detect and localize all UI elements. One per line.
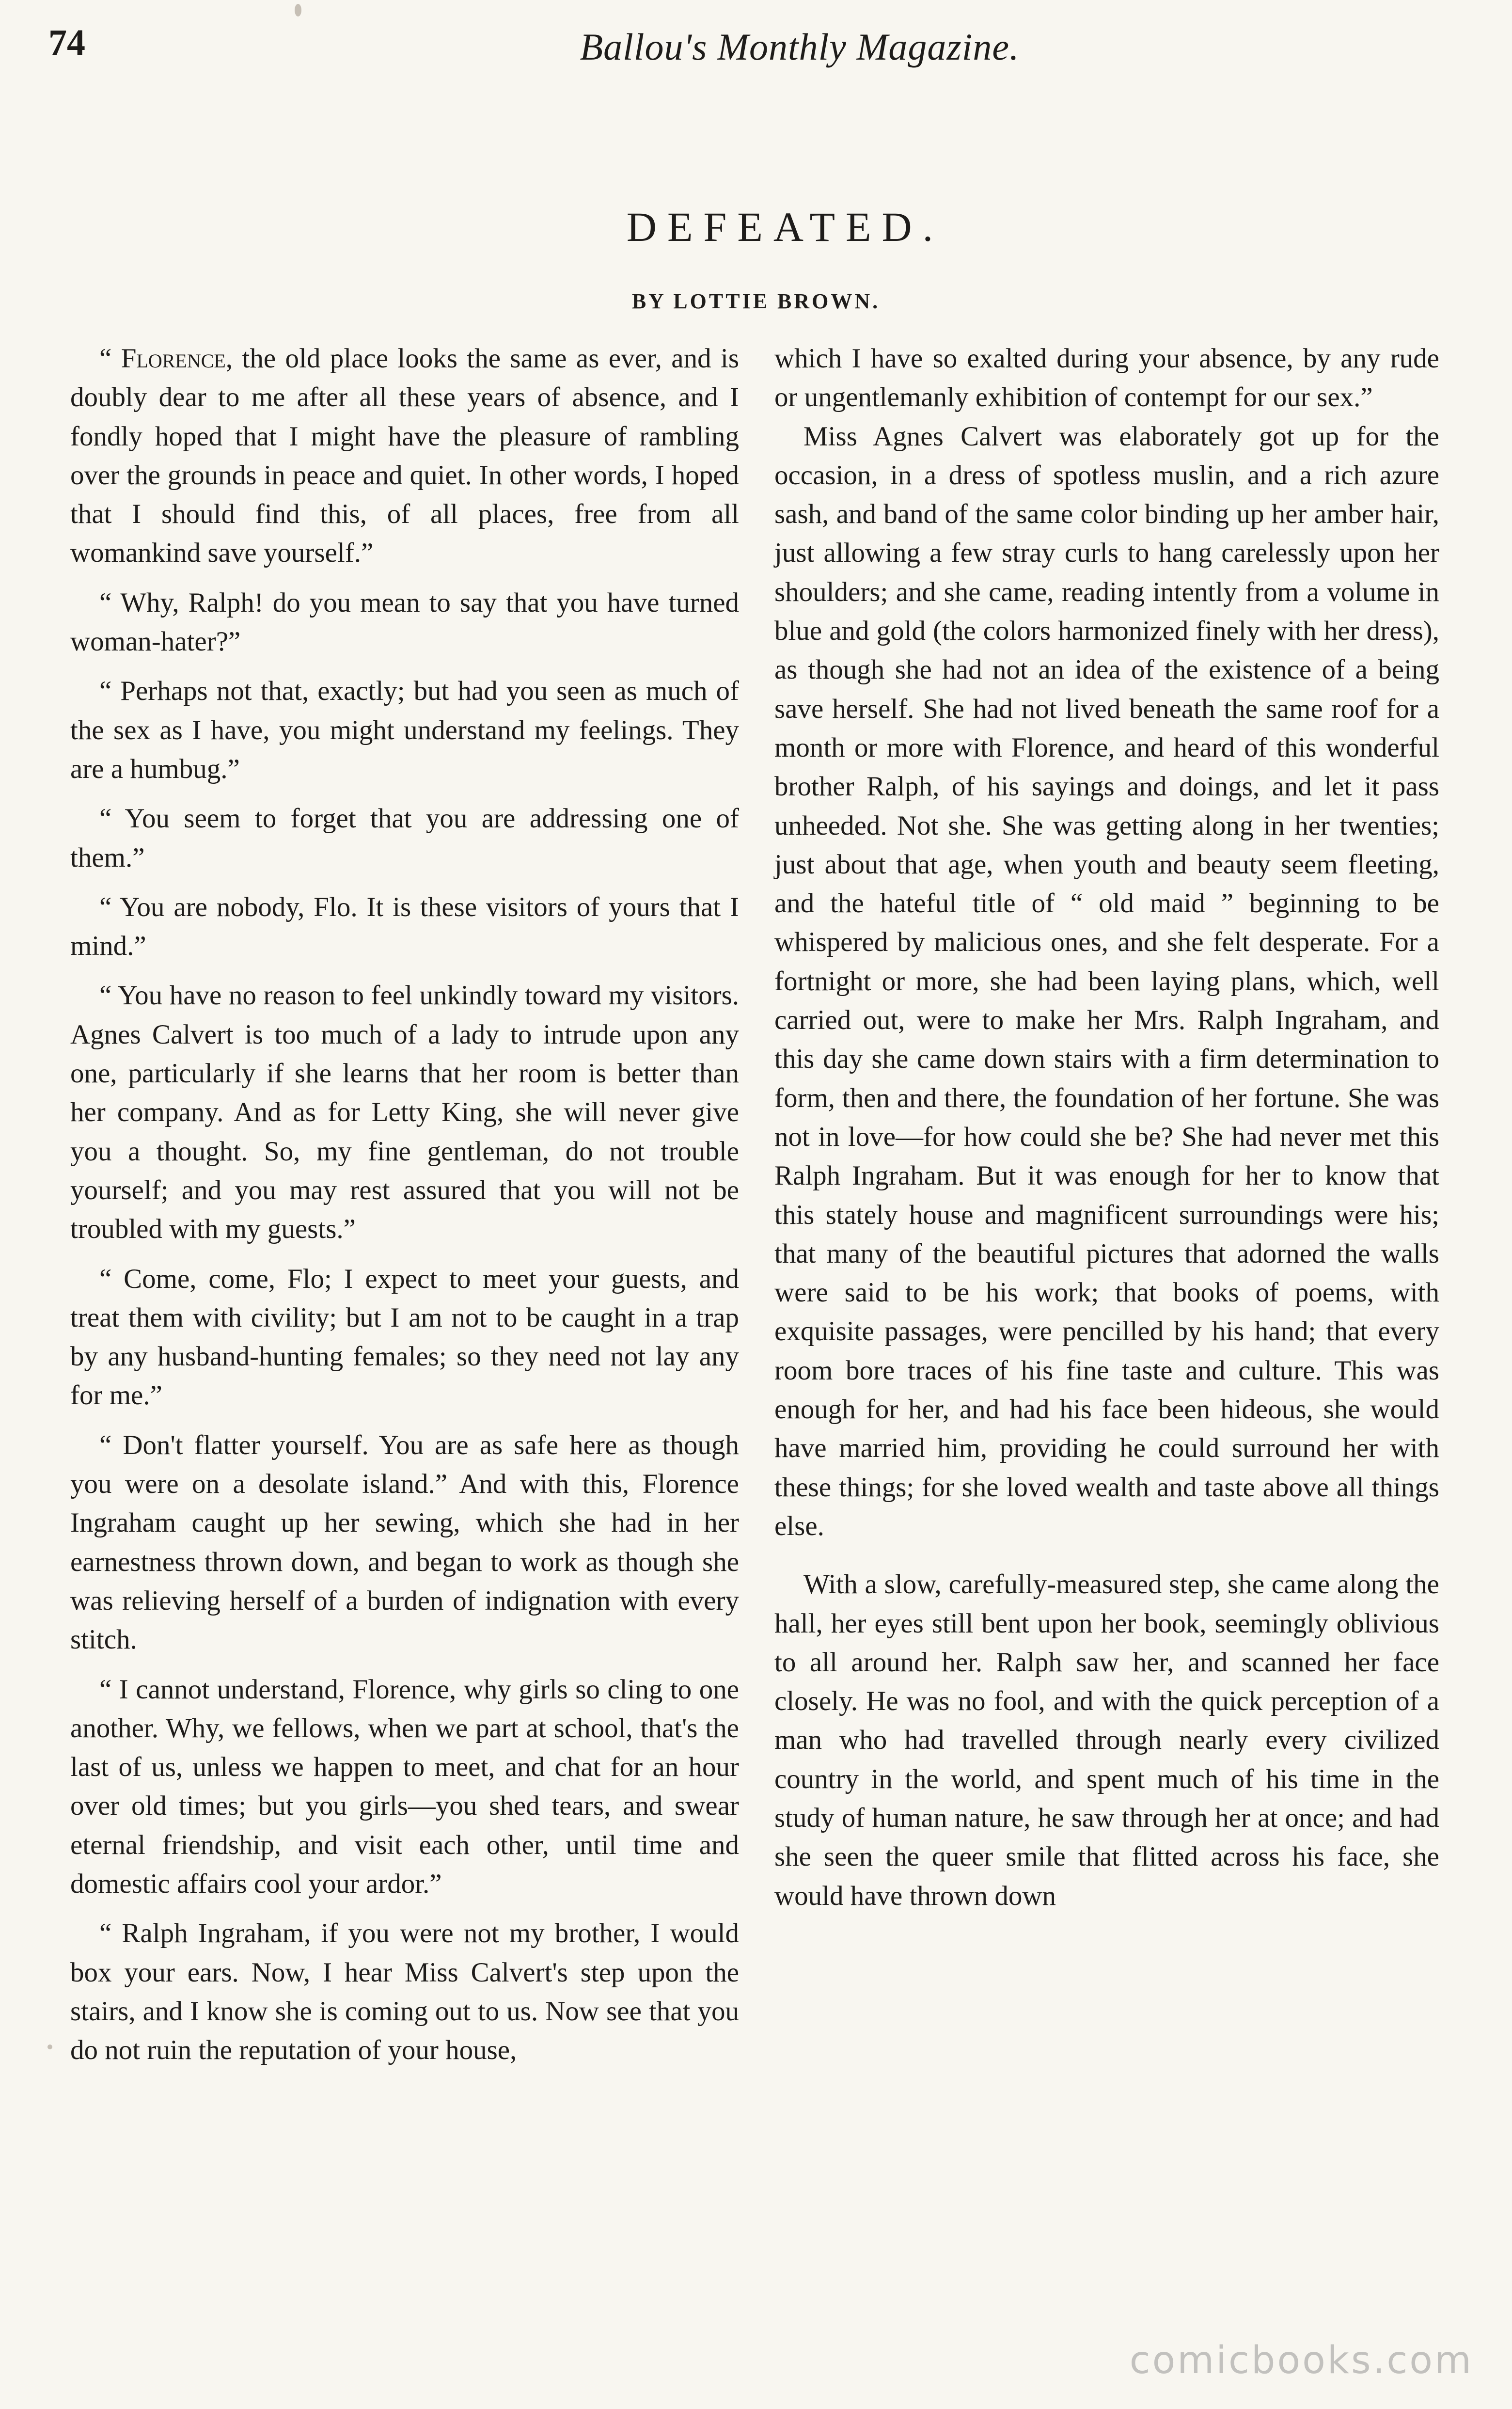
paragraph: “ You are nobody, Flo. It is these visitors of yours that I mind.”	[70, 891, 739, 962]
paragraph: “ Don't flatter yourself. You are as safe here as though you were on a desolate island.” And with this, Florence Ingraham caught up her sewing, which she had in her earnestness thrown down, and began to work as though she was relieving herself of a burden of indignation with every stitch.	[70, 1429, 739, 1655]
article-byline: BY LOTTIE BROWN.	[631, 289, 881, 313]
paragraph-lead: “ Florence	[99, 343, 226, 374]
paragraph: “ You have no reason to feel unkindly toward my visitors. Agnes Calvert is too much of a lady to intrude upon any one, particularly if she learns that her room is better than her company. And as for Letty King, she will never give you a thought. So, my fine gentleman, do not trouble yourself; and you may rest assured that you will not be troubled with my guests.”	[70, 980, 739, 1245]
paragraph: “ Ralph Ingraham, if you were not my brother, I would box your ears. Now, I hear Miss Calvert's step upon the stairs, and I know she is coming out to us. Now see that you do not ruin the reputation of your house,	[70, 1918, 739, 2066]
paragraph: With a slow, carefully-measured step, she came along the hall, her eyes still bent upon her book, seemingly oblivious to all around her. Ralph saw her, and scanned her face closely. He was no fool, and with the quick perception of a man who had travelled through nearly every civilized country in the world, and spent much of his time in the study of human nature, he saw through her at once; and had she seen the queer smile that flitted across his face, she would have thrown down	[774, 1569, 1439, 1911]
paragraph: “ You seem to forget that you are addressing one of them.”	[70, 803, 739, 873]
paragraph: “ I cannot understand, Florence, why girls so cling to one another. Why, we fellows, when we part at school, that's the last of us, unless we happen to meet, and chat for an hour over old times; but you girls—you shed tears, and swear eternal friendship, and visit each other, until time and domestic affairs cool your ardor.”	[70, 1674, 739, 1899]
page-number: 74	[48, 22, 85, 63]
paragraph: “ Why, Ralph! do you mean to say that you have turned woman-hater?”	[70, 587, 739, 657]
paragraph: “ Come, come, Flo; I expect to meet your guests, and treat them with civility; but I am not to be caught in a trap by any husband-hunting females; so they need not lay any for me.”	[70, 1263, 739, 1411]
running-head: Ballou's Monthly Magazine.	[580, 26, 1020, 68]
paragraph: “ Perhaps not that, exactly; but had you seen as much of the sex as I have, you might understand my feelings. They are a humbug.”	[70, 676, 739, 784]
paragraph: which I have so exalted during your absence, by any rude or ungentlemanly exhibition of contempt for our sex.”	[774, 343, 1439, 413]
paragraph	[70, 339, 739, 573]
right-column	[774, 339, 1439, 1916]
watermark: comicbooks.com	[1129, 2339, 1473, 2382]
paragraph: Miss Agnes Calvert was elaborately got up for the occasion, in a dress of spotless muslin, and a rich azure sash, and band of the same color binding up her amber hair, just allowing a few stray curls to hang carelessly upon her shoulders; and she came, reading intently from a volume in blue and gold (the colors harmonized finely with her dress), as though she had not an idea of the existence of a being save herself. She had not lived beneath the same roof for a month or more with Florence, and heard of this wonderful brother Ralph, of his sayings and doings, and let it pass unheeded. Not she. She was getting along in her twenties; just about that age, when youth and beauty seem fleeting, and the hateful title of “ old maid ” beginning to be whispered by malicious ones, and she felt desperate. For a fortnight or more, she had been laying plans, which, well carried out, were to make her Mrs. Ralph Ingraham, and this day she came down stairs with a firm determination to form, then and there, the foundation of her fortune. She was not in love—for how could she be? She had never met this Ralph Ingraham. But it was enough for her to know that this stately house and magnificent surroundings were his; that many of the beautiful pictures that adorned the walls were said to be his work; that books of poems, with exquisite passages, were pencilled by his hand; that every room bore traces of his fine taste and culture. This was enough for her, and had his face been hideous, she would have married him, providing he could surround her with these things; for she loved wealth and taste above all things else.	[774, 421, 1439, 1541]
paragraph-text: , the old place looks the same as ever, and is doubly dear to me after all these years of absence, and I fondly hoped that I might have the pleasure of rambling over the grounds in peace and quiet. In other words, I hoped that I should find this, of all places, free from all womankind save yourself.”	[70, 343, 739, 569]
ink-spot	[295, 4, 301, 16]
left-column	[70, 339, 739, 2070]
ink-spot	[47, 2044, 52, 2049]
article-title: DEFEATED.	[626, 204, 944, 250]
